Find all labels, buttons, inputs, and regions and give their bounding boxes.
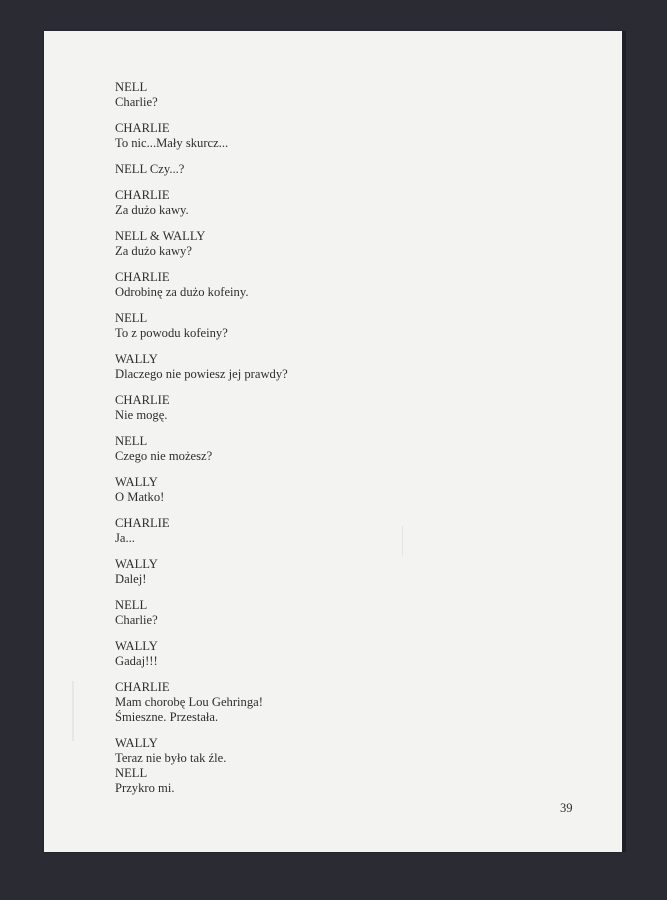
speaker-name: CHARLIE — [115, 680, 170, 694]
dialogue-block — [115, 270, 535, 300]
dialogue-line: Śmieszne. Przestała. — [115, 710, 219, 724]
speaker-name: WALLY — [115, 475, 158, 489]
speaker-name: WALLY — [115, 736, 158, 750]
speaker-name: NELL — [115, 766, 148, 780]
dialogue-line: Dlaczego nie powiesz jej prawdy? — [115, 367, 288, 381]
dialogue-block — [115, 188, 535, 218]
speaker-name: CHARLIE — [115, 270, 170, 284]
dialogue-line: Gadaj!!! — [115, 654, 158, 668]
dialogue-line: To nic...Mały skurcz... — [115, 136, 229, 150]
speaker-name: WALLY — [115, 557, 158, 571]
speaker-name: NELL — [115, 598, 148, 612]
dialogue-block — [115, 80, 535, 110]
script-dialogue — [115, 80, 535, 807]
dialogue-line: Ja... — [115, 531, 135, 545]
dialogue-block — [115, 639, 535, 669]
speaker-name: WALLY — [115, 352, 158, 366]
speaker-name: CHARLIE — [115, 121, 170, 135]
page-number: 39 — [560, 801, 573, 815]
dialogue-line: Za dużo kawy. — [115, 203, 189, 217]
speaker-name: NELL — [115, 311, 148, 325]
dialogue-line: Czego nie możesz? — [115, 449, 213, 463]
speaker-name: NELL & WALLY — [115, 229, 206, 243]
dialogue-block — [115, 475, 535, 505]
dialogue-block — [115, 680, 535, 725]
dialogue-line: Charlie? — [115, 95, 158, 109]
dialogue-line: Dalej! — [115, 572, 147, 586]
dialogue-block — [115, 162, 535, 177]
dialogue-block — [115, 516, 535, 546]
dialogue-block — [115, 229, 535, 259]
dialogue-line: To z powodu kofeiny? — [115, 326, 228, 340]
dialogue-line: Przykro mi. — [115, 781, 175, 795]
dialogue-line: Odrobinę za dużo kofeiny. — [115, 285, 249, 299]
scan-edge-shadow — [622, 31, 626, 852]
dialogue-line: Charlie? — [115, 613, 158, 627]
speaker-name: NELL — [115, 80, 148, 94]
dialogue-block — [115, 766, 535, 796]
dialogue-block — [115, 434, 535, 464]
speaker-name: CHARLIE — [115, 516, 170, 530]
dialogue-line: Za dużo kawy? — [115, 244, 192, 258]
speaker-name: NELL Czy...? — [115, 162, 185, 176]
speaker-name: WALLY — [115, 639, 158, 653]
speaker-name: NELL — [115, 434, 148, 448]
speaker-name: CHARLIE — [115, 393, 170, 407]
dialogue-block — [115, 121, 535, 151]
dialogue-block — [115, 598, 535, 628]
dialogue-block — [115, 557, 535, 587]
dialogue-line: Nie mogę. — [115, 408, 168, 422]
dialogue-line: Teraz nie było tak źle. — [115, 751, 227, 765]
dialogue-block — [115, 352, 535, 382]
dialogue-line: Mam chorobę Lou Gehringa! — [115, 695, 263, 709]
paper-sheet — [44, 31, 622, 852]
dialogue-line: O Matko! — [115, 490, 165, 504]
paper-crease — [72, 681, 74, 741]
dialogue-block — [115, 393, 535, 423]
dialogue-block — [115, 311, 535, 341]
speaker-name: CHARLIE — [115, 188, 170, 202]
dialogue-block — [115, 736, 535, 766]
